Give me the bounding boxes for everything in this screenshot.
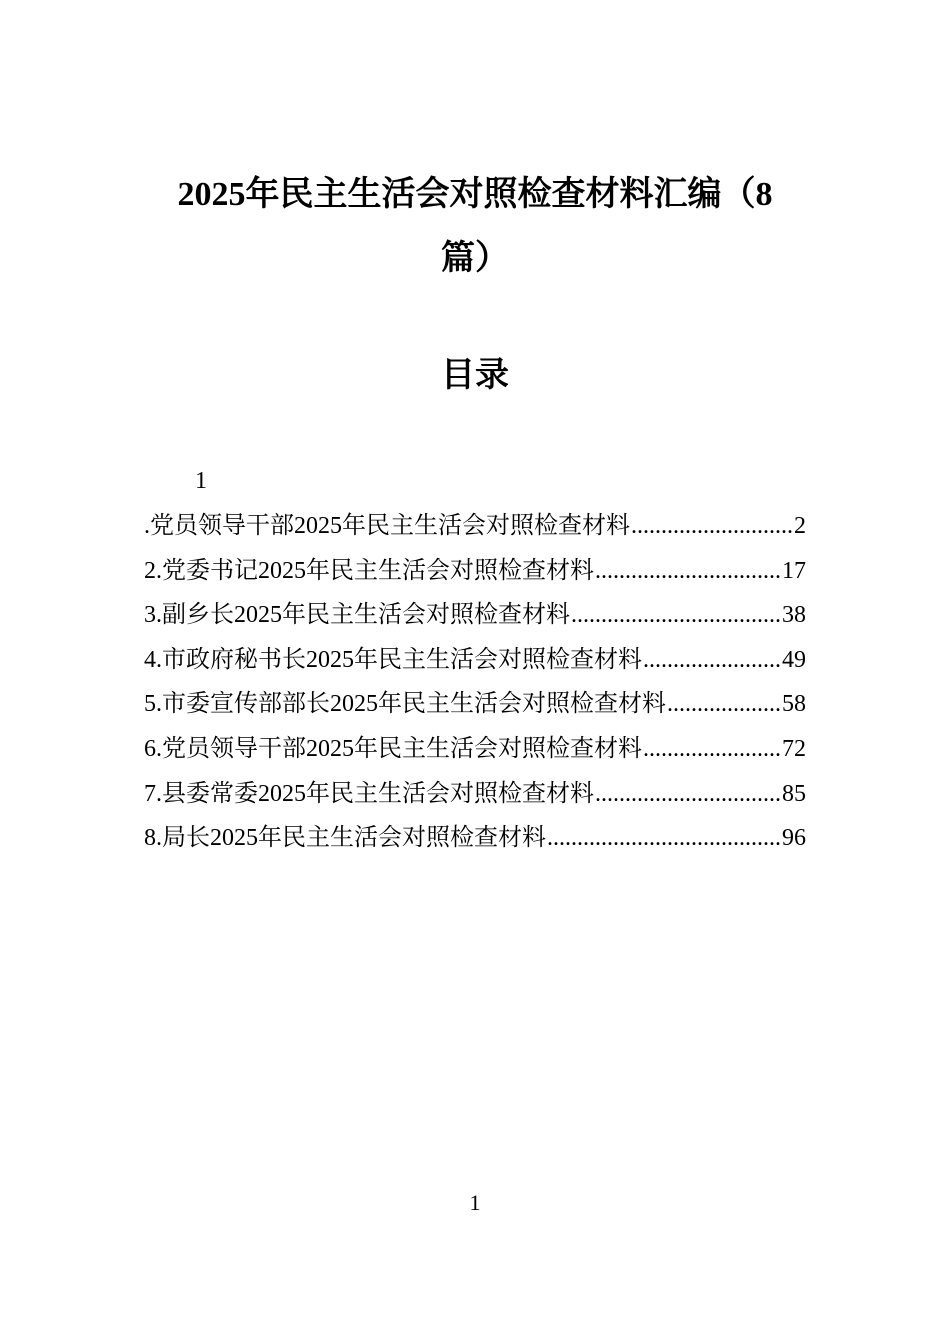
toc-dot-leader <box>631 508 793 544</box>
toc-entry-2[interactable] <box>144 553 806 598</box>
toc-entry-page: 85 <box>782 780 806 807</box>
toc-dot-leader <box>547 820 781 856</box>
toc-entry-8[interactable] <box>144 820 806 865</box>
table-of-contents <box>144 508 806 865</box>
toc-entry-text: 8.局长2025年民主生活会对照检查材料 <box>144 825 546 852</box>
toc-entry-7[interactable] <box>144 776 806 821</box>
toc-entry-5[interactable] <box>144 686 806 731</box>
toc-entry-6[interactable] <box>144 731 806 776</box>
toc-dot-leader <box>571 597 781 633</box>
toc-entry-3[interactable] <box>144 597 806 642</box>
toc-entry-1[interactable] <box>144 508 806 553</box>
document-title <box>140 163 810 291</box>
toc-entry-text: 6.党员领导干部2025年民主生活会对照检查材料 <box>144 735 642 762</box>
toc-entry-text: 2.党委书记2025年民主生活会对照检查材料 <box>144 557 594 584</box>
toc-entry-page: 58 <box>782 691 806 718</box>
toc-dot-leader <box>595 553 781 589</box>
toc-entry-page: 17 <box>782 557 806 584</box>
toc-dot-leader <box>667 686 781 722</box>
toc-heading: 目录 <box>441 357 509 394</box>
toc-dot-leader <box>595 776 781 812</box>
toc-entry-text: 3.副乡长2025年民主生活会对照检查材料 <box>144 602 570 629</box>
toc-entry-text: 5.市委宣传部部长2025年民主生活会对照检查材料 <box>144 691 666 718</box>
toc-entry-4[interactable] <box>144 642 806 687</box>
toc-entry-text: 7.县委常委2025年民主生活会对照检查材料 <box>144 780 594 807</box>
document-title-line-2: 篇） <box>441 240 509 277</box>
toc-first-entry-number: 1 <box>195 468 207 494</box>
toc-entry-page: 49 <box>782 646 806 673</box>
toc-entry-page: 96 <box>782 825 806 852</box>
footer-page-number: 1 <box>469 1190 481 1215</box>
toc-dot-leader <box>643 731 781 767</box>
toc-entry-text: .党员领导干部2025年民主生活会对照检查材料 <box>144 513 630 539</box>
document-title-line-1: 2025年民主生活会对照检查材料汇编（8 <box>177 176 773 213</box>
toc-entry-text: 4.市政府秘书长2025年民主生活会对照检查材料 <box>144 646 642 673</box>
toc-dot-leader <box>643 642 781 678</box>
toc-entry-page: 2 <box>794 513 806 539</box>
toc-entry-page: 72 <box>782 735 806 762</box>
toc-entry-page: 38 <box>782 602 806 629</box>
